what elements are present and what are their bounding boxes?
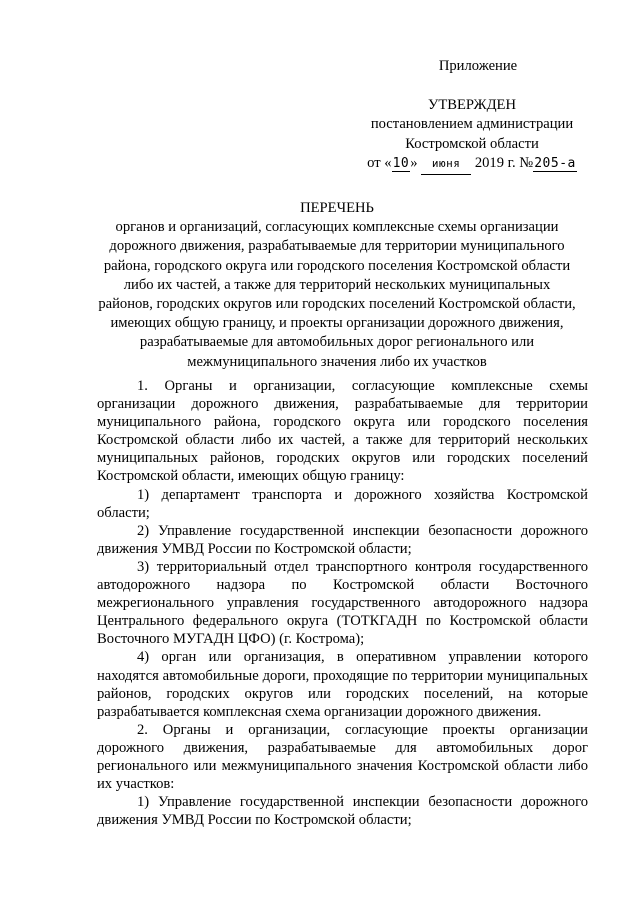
paragraph-item: 4) орган или организация, в оперативном управлении которого находятся автомобильные дороги, проходящие по территории муниципальных районов, городских округов или городских поселений, на которые разрабатывается комплексная схема организации дорожного движения. [97,649,588,720]
document-body [97,377,588,829]
approved-label: УТВЕРЖДЕН [428,96,516,113]
date-prefix: от « [367,155,392,171]
decree-month: июня [421,154,471,175]
list-title [95,199,579,372]
appendix-label: Приложение [438,58,518,74]
decree-date-line [352,154,592,175]
date-mid: » [410,155,422,171]
date-year: 2019 г. № [471,155,534,171]
paragraph-section-1: 1. Органы и организации, согласующие комплексные схемы организации дорожного движения, разрабатываемые для территории муниципального района, городского округа или городского поселения Костромской области либо их частей, а также для территорий нескольких муниципальных районов, городских округов или городских поселений Костромской области, имеющих общую границу: [97,378,588,485]
decree-number: 205-а [534,156,576,171]
approval-block [352,57,592,175]
decree-line-2: Костромской области [405,135,539,152]
decree-line-1: постановлением администрации [370,116,574,132]
list-heading: ПЕРЕЧЕНЬ [300,200,374,216]
paragraph-item: 1) департамент транспорта и дорожного хозяйства Костромской области; [97,486,588,521]
paragraph-section-2: 2. Органы и организации, согласующие проекты организации дорожного движения, разрабатываемые для автомобильных дорог регионального или межмуниципального значения Костромской области либо их участков: [97,721,588,793]
list-subtitle: органов и организаций, согласующих комплексные схемы организации дорожного движения, разрабатываемые для территории муниципального района, городского округа или городского поселения Костромской области либо их частей, а также для территорий нескольких муниципальных районов, городских округов или городских поселений Костромской области, имеющих общую границу, и проекты организации дорожного движения, разрабатываемые для автомобильных дорог регионального или межмуниципального значения либо их участков [98,219,576,370]
paragraph-item: 1) Управление государственной инспекции безопасности дорожного движения УМВД России по Костромской области; [97,794,588,829]
paragraph-item: 3) территориальный отдел транспортного контроля государственного автодорожного надзора по Костромской области Восточного межрегионального управления государственного автодорожного надзора Центрального федерального округа (ТОТКГАДН по Костромской области Восточного МУГАДН ЦФО) (г. Кострома); [97,558,588,648]
paragraph-item: 2) Управление государственной инспекции безопасности дорожного движения УМВД России по Костромской области; [97,522,588,557]
decree-day: 10 [392,156,410,171]
